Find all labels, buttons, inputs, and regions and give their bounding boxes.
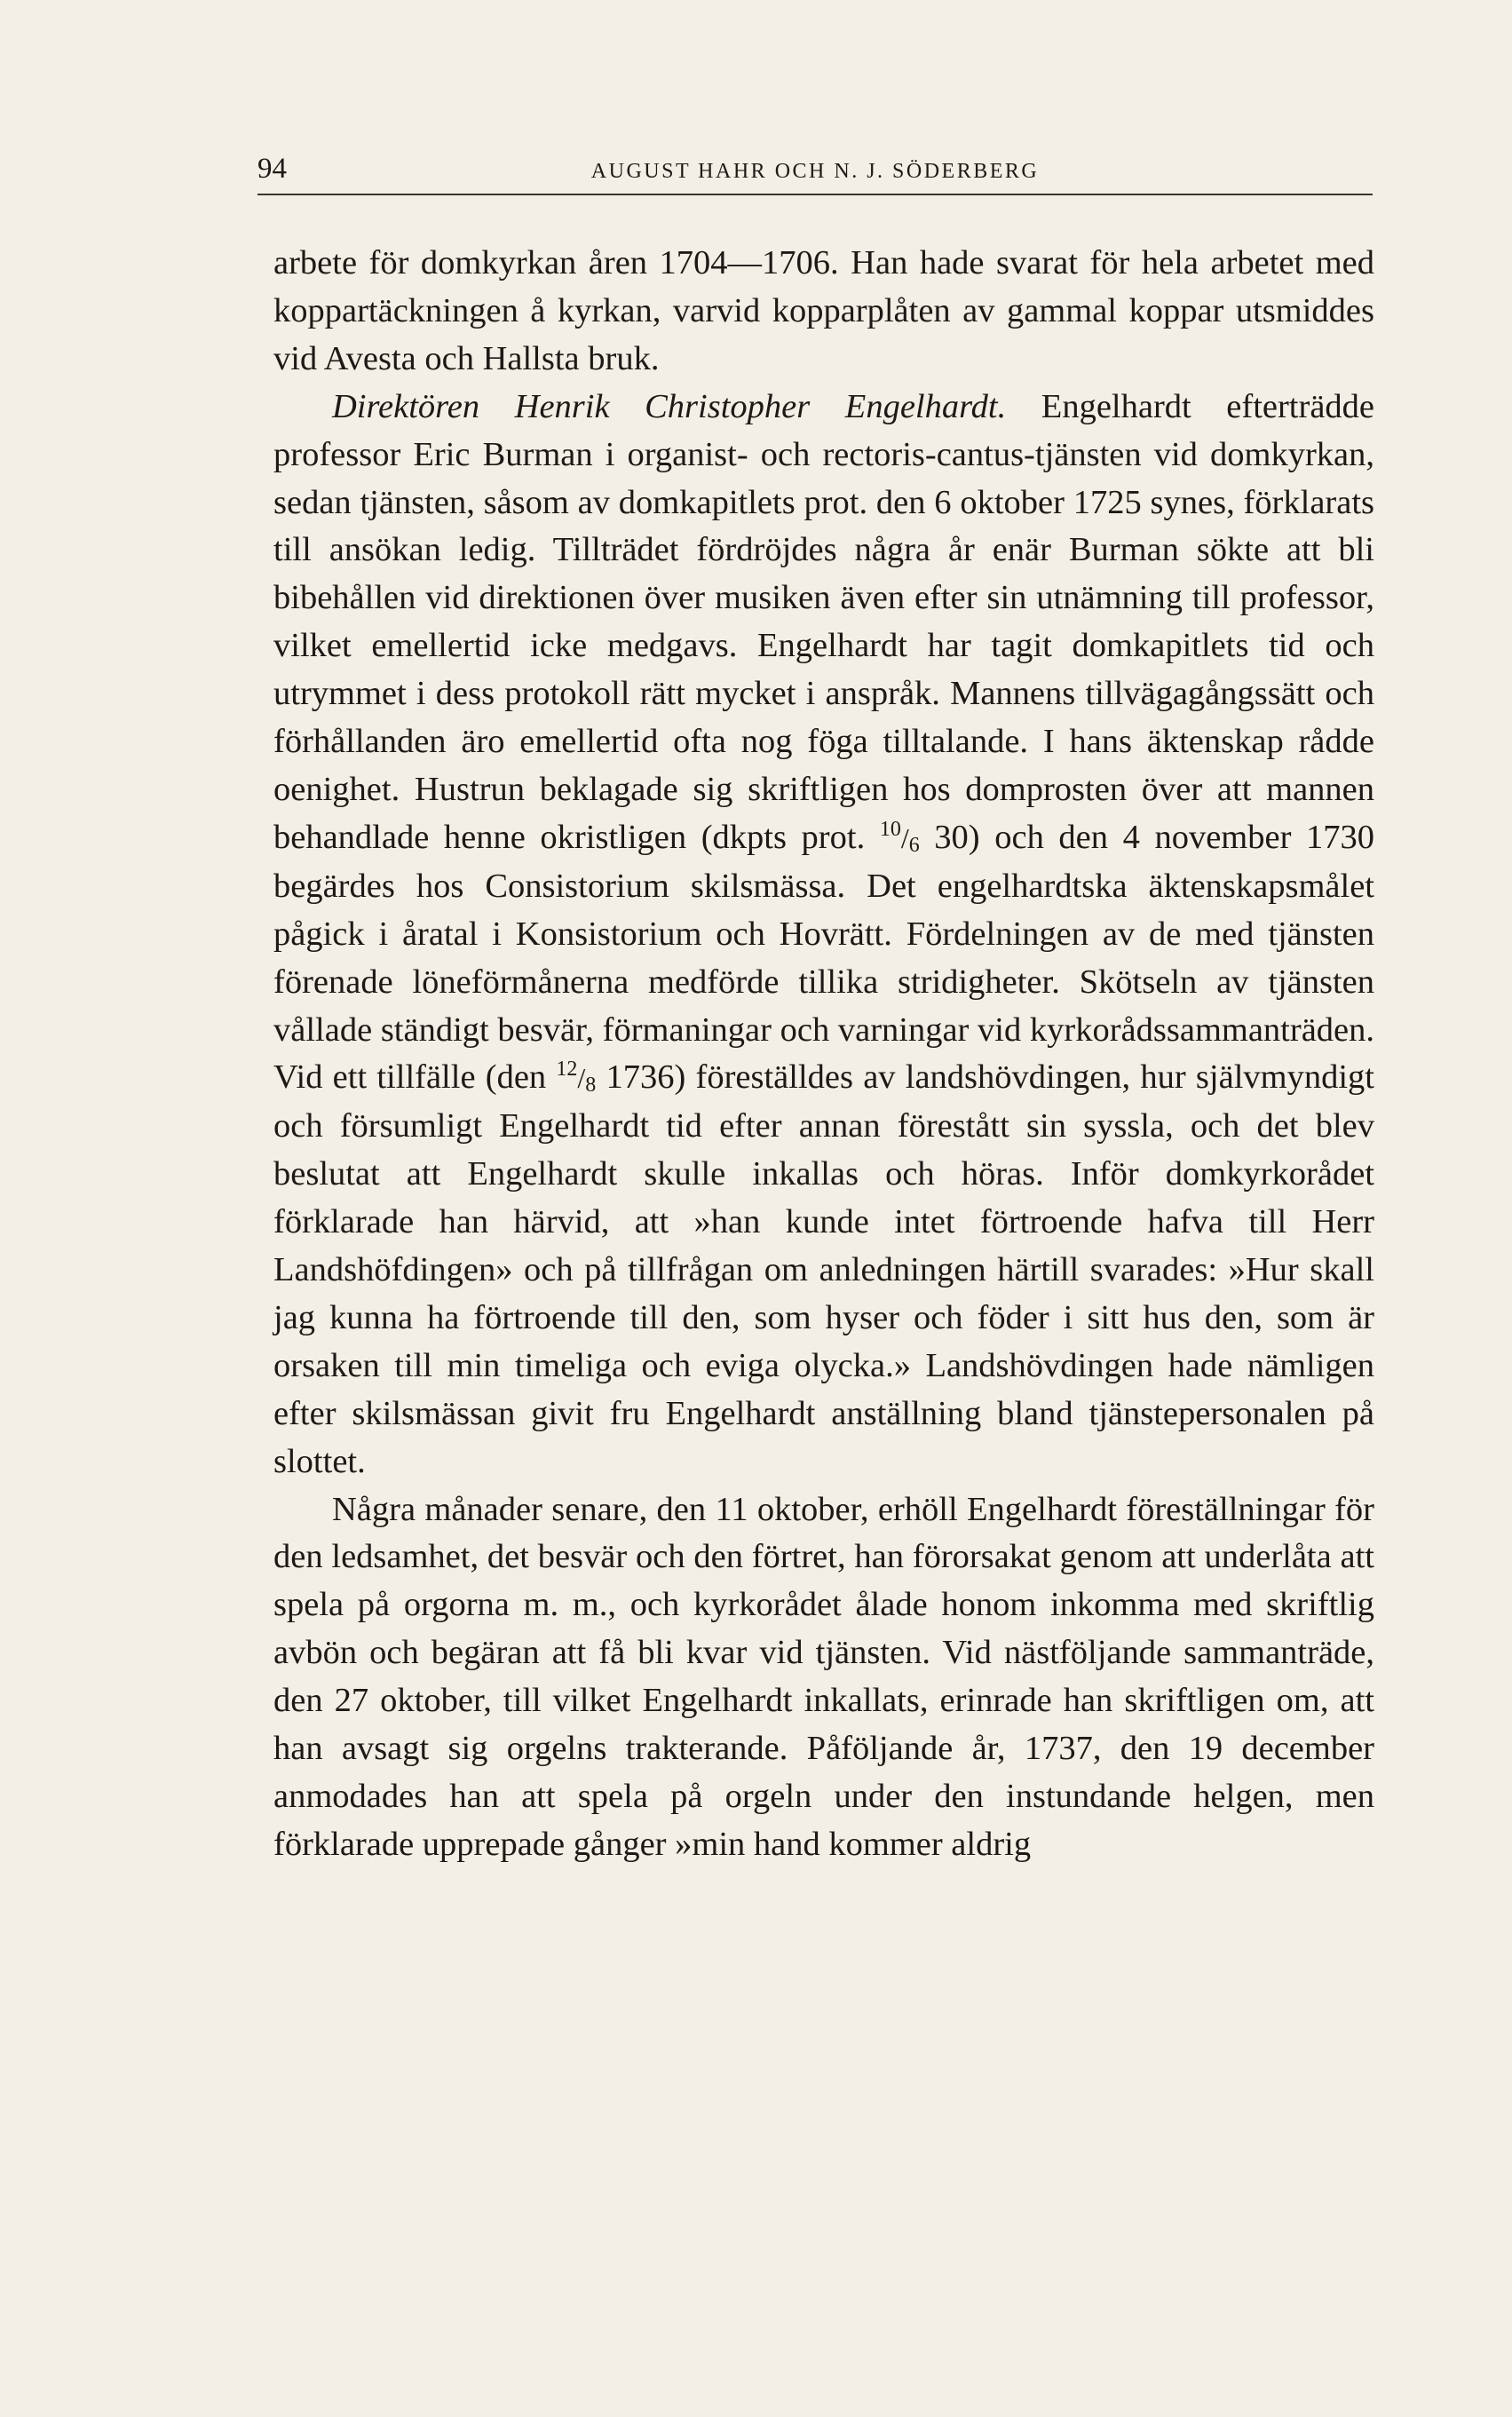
paragraph-3: Några månader senare, den 11 oktober, erhöll Engelhardt föreställningar för den ledsamhet, det besvär och den förtret, han förorsakat genom att underlåta att spela på orgorna m. m., och kyrkorådet ålade honom inkomma med skriftlig avbön och begäran att få bli kvar vid tjänsten. Vid nästföljande sammanträde, den 27 oktober, till vilket Engelhardt inkallats, erinrade han skriftligen om, att han avsagt sig orgelns trakterande. Påföljande år, 1737, den 19 december anmodades han att spela på orgeln under den instundande helgen, men förklarade upprepade gånger »min hand kommer aldrig bbox=[273, 1490, 1374, 1863]
date-fraction-1-numerator: 10 bbox=[879, 817, 901, 841]
body-text bbox=[273, 240, 1374, 1869]
date-fraction-2-numerator: 12 bbox=[556, 1058, 578, 1082]
paragraph-2-text-c: 1736) föreställdes av landshövdingen, hur självmyndigt och försumligt Engelhardt tid efter annan förestått sin syssla, och det blev beslutat att Engelhardt skulle inkallas och höras. Inför domkyrkorådet förklarade han härvid, att »han kunde intet förtroende hafva till Herr Landshöfdingen» och på tillfrågan om anledningen härtill svarades: »Hur skall jag kunna ha förtroende till den, som hyser och föder i sitt hus den, som är orsaken till min timeliga och eviga olycka.» Landshövdingen hade nämligen efter skilsmässan givit fru Engelhardt anställning bland tjänstepersonalen på slottet. bbox=[273, 1058, 1374, 1480]
paragraph-1: arbete för domkyrkan åren 1704—1706. Han hade svarat för hela arbetet med koppartäckningen å kyrkan, varvid kopparplåten av gammal koppar utsmiddes vid Avesta och Hallsta bruk. bbox=[273, 244, 1374, 377]
page-number: 94 bbox=[257, 153, 287, 185]
paragraph-2-text-a: Engelhardt efterträdde professor Eric Burman i organist- och rectoris-cantus-tjänsten vid domkyrkan, sedan tjänsten, såsom av domkapitlets prot. den 6 oktober 1725 synes, förklarats till ansökan ledig. Tillträdet fördröjdes några år enär Burman sökte att bli bibehållen vid direktionen över musiken även efter sin utnämning till professor, vilket emellertid icke medgavs. Engelhardt har tagit domkapitlets tid och utrymmet i dess protokoll rätt mycket i anspråk. Mannens tillvägagångssätt och förhållanden äro emellertid ofta nog föga tilltalande. I hans äktenskap rådde oenighet. Hustrun beklagade sig skriftligen hos domprosten över att mannen behandlade henne okristligen (dkpts prot. bbox=[273, 387, 1374, 856]
paragraph-2-text-b: 30) och den 4 november 1730 begärdes hos Consistorium skilsmässa. Det engelhardtska äktenskapsmålet pågick i åratal i Konsistorium och Hovrätt. Fördelningen av de med tjänsten förenade löneförmånerna medförde tillika stridigheter. Skötseln av tjänsten vållade ständigt besvär, förmaningar och varningar vid kyrkorådssammanträden. Vid ett tillfälle (den bbox=[273, 818, 1374, 1097]
paragraph-2 bbox=[273, 384, 1374, 1486]
running-head: AUGUST HAHR OCH N. J. SÖDERBERG bbox=[590, 160, 1040, 183]
date-fraction-2-denominator: 8 bbox=[585, 1074, 597, 1098]
page-header bbox=[257, 149, 1373, 195]
date-fraction-1-slash: / bbox=[900, 821, 909, 854]
section-heading-italic: Direktören Henrik Christopher Engelhardt. bbox=[332, 387, 1007, 425]
date-fraction-1-denominator: 6 bbox=[908, 833, 920, 857]
date-fraction-2-slash: / bbox=[577, 1062, 586, 1095]
